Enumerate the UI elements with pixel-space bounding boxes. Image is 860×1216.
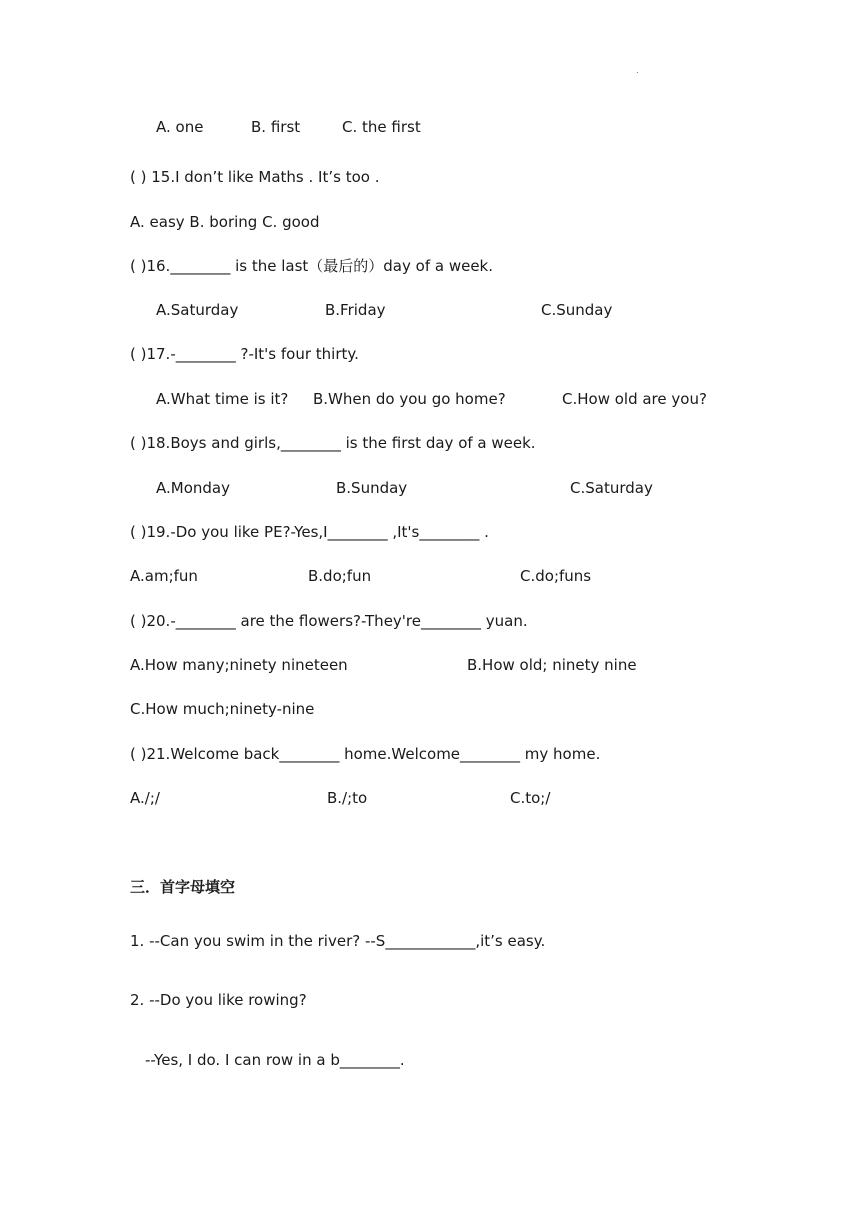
q14-option-b: B. first xyxy=(251,118,301,136)
section3-title: 三．首字母填空 xyxy=(130,878,236,896)
q19-option-b: B.do;fun xyxy=(308,567,372,585)
q17-option-b: B.When do you go home? xyxy=(313,390,506,408)
q16-option-b: B.Friday xyxy=(325,301,386,319)
q19-option-a: A.am;fun xyxy=(130,567,198,585)
q20-option-a: A.How many;ninety nineteen xyxy=(130,656,348,674)
q14-option-a: A. one xyxy=(156,118,204,136)
q21-option-b: B./;to xyxy=(327,789,368,807)
q15-stem: ( ) 15.I don’t like Maths . It’s too . xyxy=(130,168,380,186)
q15-options: A. easy B. boring C. good xyxy=(130,213,320,231)
q17-stem: ( )17.-________ ?-It's four thirty. xyxy=(130,345,359,363)
section3-item-2-answer: --Yes, I do. I can row in a b________. xyxy=(145,1051,405,1069)
q18-option-a: A.Monday xyxy=(156,479,230,497)
q19-option-c: C.do;funs xyxy=(520,567,592,585)
q18-option-c: C.Saturday xyxy=(570,479,653,497)
q18-stem: ( )18.Boys and girls,________ is the first day of a week. xyxy=(130,434,536,452)
q21-option-a: A./;/ xyxy=(130,789,160,807)
q19-stem: ( )19.-Do you like PE?-Yes,I________ ,It's________ . xyxy=(130,523,489,541)
header-mark: . xyxy=(636,66,639,75)
q14-option-c: C. the first xyxy=(342,118,421,136)
section3-item-1: 1. --Can you swim in the river? --S____________,it’s easy. xyxy=(130,932,546,950)
q21-option-c: C.to;/ xyxy=(510,789,551,807)
q17-option-a: A.What time is it? xyxy=(156,390,289,408)
q21-stem: ( )21.Welcome back________ home.Welcome________ my home. xyxy=(130,745,601,763)
q18-option-b: B.Sunday xyxy=(336,479,408,497)
q20-stem: ( )20.-________ are the flowers?-They're________ yuan. xyxy=(130,612,528,630)
q16-option-a: A.Saturday xyxy=(156,301,239,319)
q16-option-c: C.Sunday xyxy=(541,301,613,319)
q16-stem: ( )16.________ is the last（最后的）day of a week. xyxy=(130,257,494,275)
section3-item-2: 2. --Do you like rowing? xyxy=(130,991,307,1009)
q20-option-c: C.How much;ninety-nine xyxy=(130,700,315,718)
q17-option-c: C.How old are you? xyxy=(562,390,707,408)
q20-option-b: B.How old; ninety nine xyxy=(467,656,637,674)
